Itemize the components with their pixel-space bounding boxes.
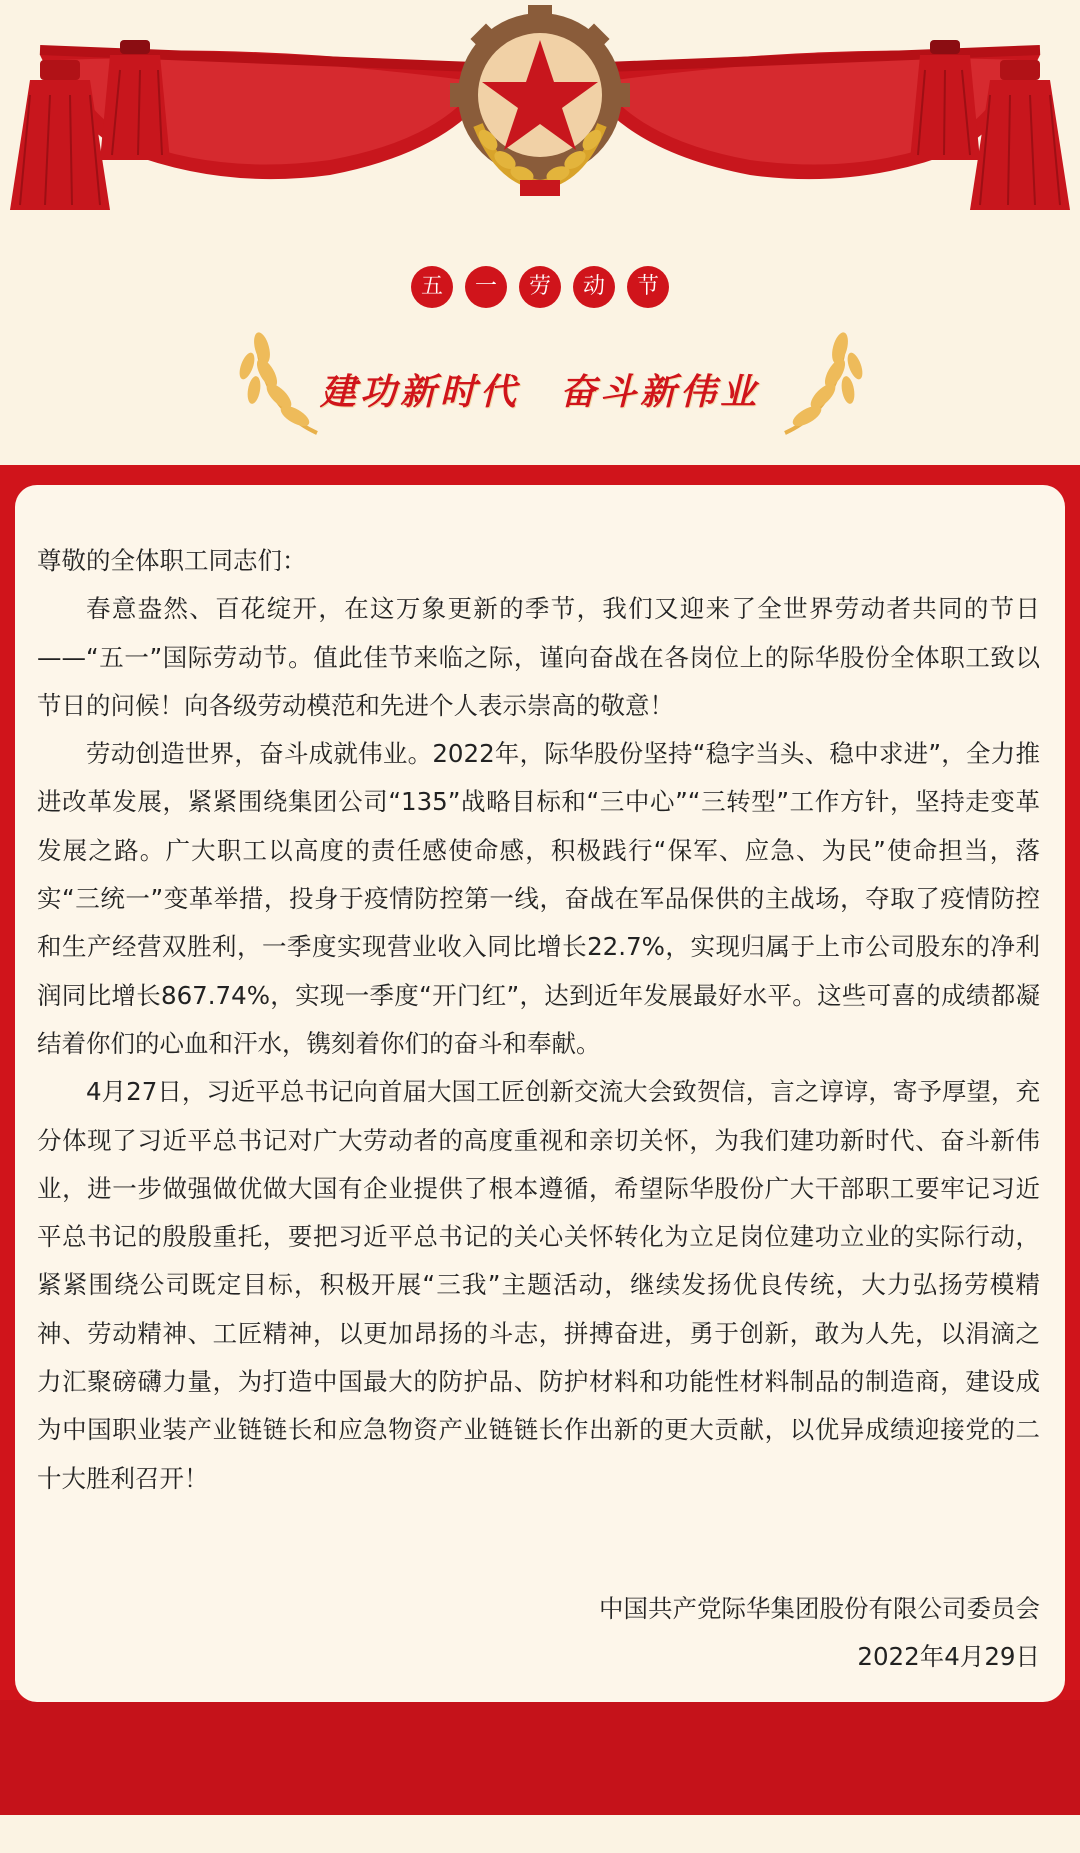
letter-paragraph: 春意盎然、百花绽开，在这万象更新的季节，我们又迎来了全世界劳动者共同的节日——“五一”国际劳动节。值此佳节来临之际，谨向奋战在各岗位上的际华股份全体职工致以节日的问候！向各级劳动模范和先进个人表示崇高的敬意！ bbox=[37, 594, 1040, 720]
signature-date: 2022年4月29日 bbox=[857, 1642, 1040, 1671]
letter-body bbox=[37, 537, 1040, 1503]
letter-greeting: 尊敬的全体职工同志们： bbox=[37, 546, 307, 575]
signature-block bbox=[599, 1585, 1040, 1681]
party-emblem-icon bbox=[450, 5, 630, 196]
red-background-bottom bbox=[0, 1700, 1080, 1815]
letter-paragraph: 4月27日，习近平总书记向首届大国工匠创新交流大会致贺信，言之谆谆，寄予厚望，充分体现了习近平总书记对广大劳动者的高度重视和亲切关怀，为我们建功新时代、奋斗新伟业，进一步做强做优做大国有企业提供了根本遵循，希望际华股份广大干部职工要牢记习近平总书记的殷殷重托，要把习近平总书记的关心关怀转化为立足岗位建功立业的实际行动，紧紧围绕公司既定目标，积极开展“三我”主题活动，继续发扬优良传统，大力弘扬劳模精神、劳动精神、工匠精神，以更加昂扬的斗志，拼搏奋进，勇于创新，敢为人先，以涓滴之力汇聚磅礴力量，为打造中国最大的防护品、防护材料和功能性材料制品的制造商，建设成为中国职业装产业链链长和应急物资产业链链长作出新的更大贡献，以优异成绩迎接党的二十大胜利召开！ bbox=[37, 1077, 1040, 1493]
slogan-part-2: 奋斗新伟业 bbox=[560, 372, 761, 413]
slogan-banner bbox=[0, 318, 1080, 438]
drape-curtain-icon bbox=[0, 0, 1080, 240]
slogan-text bbox=[0, 364, 1080, 415]
bottom-strip bbox=[0, 1815, 1080, 1853]
festival-title bbox=[0, 266, 1080, 308]
festival-char: 一 bbox=[465, 266, 507, 308]
festival-char: 劳 bbox=[519, 266, 561, 308]
festival-char: 五 bbox=[411, 266, 453, 308]
festival-char: 节 bbox=[627, 266, 669, 308]
festival-char: 动 bbox=[573, 266, 615, 308]
slogan-part-1: 建功新时代 bbox=[319, 372, 520, 413]
letter-paragraph: 劳动创造世界，奋斗成就伟业。2022年，际华股份坚持“稳字当头、稳中求进”，全力推进改革发展，紧紧围绕集团公司“135”战略目标和“三中心”“三转型”工作方针，坚持走变革发展之路。广大职工以高度的责任感使命感，积极践行“保军、应急、为民”使命担当，落实“三统一”变革举措，投身于疫情防控第一线，奋战在军品保供的主战场，夺取了疫情防控和生产经营双胜利，一季度实现营业收入同比增长22.7%，实现归属于上市公司股东的净利润同比增长867.74%，实现一季度“开门红”，达到近年发展最好水平。这些可喜的成绩都凝结着你们的心血和汗水，镌刻着你们的奋斗和奉献。 bbox=[37, 739, 1040, 1058]
signature-org: 中国共产党际华集团股份有限公司委员会 bbox=[599, 1594, 1040, 1623]
header-area bbox=[0, 0, 1080, 465]
